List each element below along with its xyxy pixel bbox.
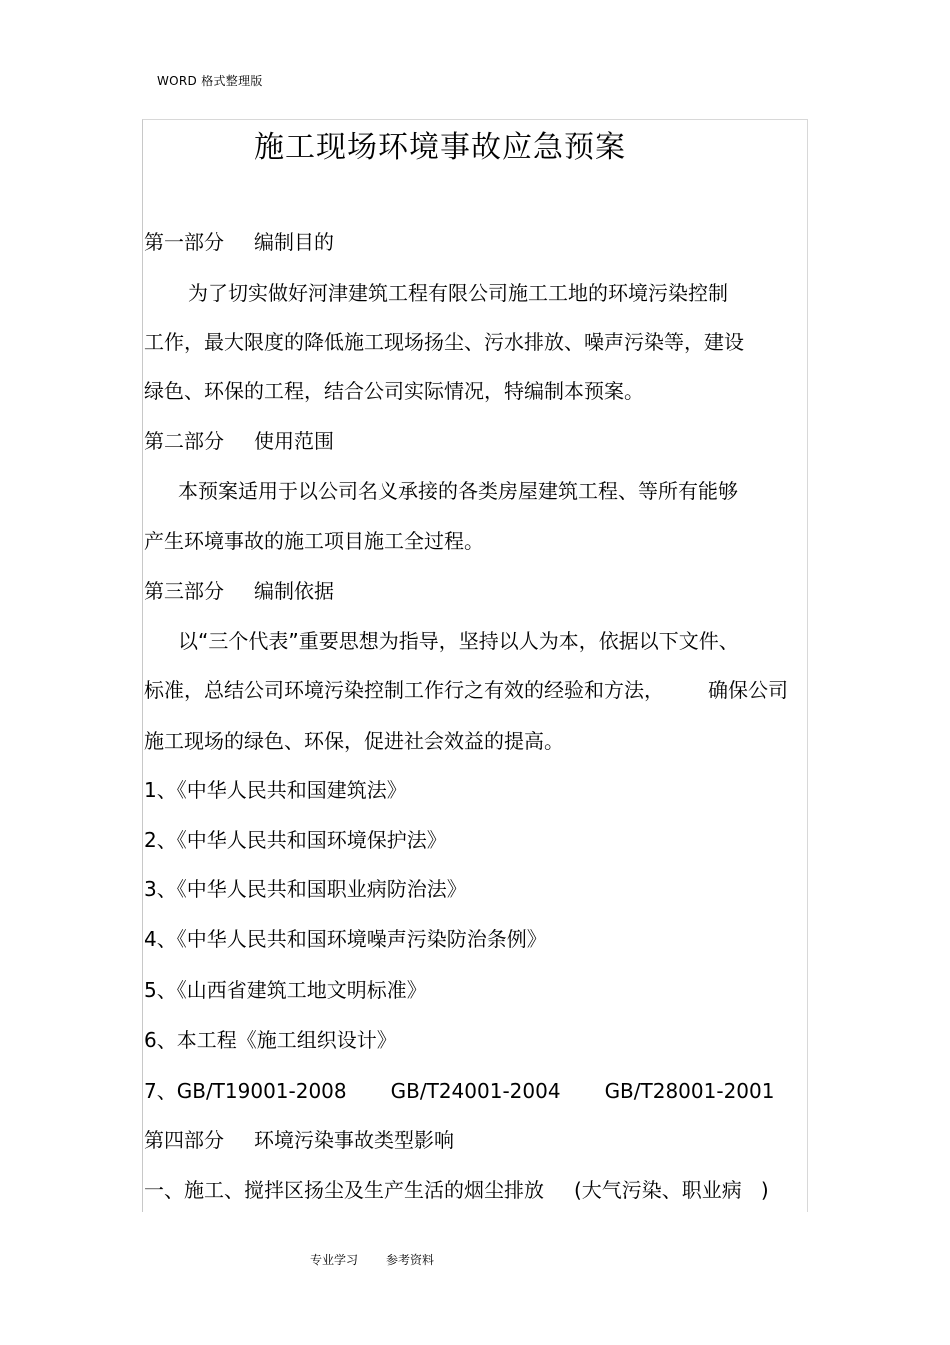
list-item: 6、本工程《施工组织设计》 [144,1028,397,1052]
paragraph-line [144,676,788,704]
section-title: 使用范围 [254,429,334,453]
section-heading-3 [144,577,334,605]
paragraph-line: 本预案适用于以公司名义承接的各类房屋建筑工程、等所有能够 [178,479,738,503]
section-number: 第二部分 [144,429,224,453]
section-heading-2 [144,427,334,455]
standard-code: 7、GB/T19001-2008 [144,1079,347,1103]
subsection-heading [144,1176,769,1204]
paragraph-line: 为了切实做好河津建筑工程有限公司施工工地的环境污染控制 [188,281,728,305]
list-item: 2、《中华人民共和国环境保护法》 [144,828,447,852]
footer-right-label: 参考资料 [386,1253,435,1267]
section-number: 第四部分 [144,1128,224,1152]
standard-code: GB/T28001-2001 [604,1079,775,1103]
page-footer [310,1251,434,1268]
paragraph-line: 绿色、环保的工程，结合公司实际情况，特编制本预案。 [144,379,644,403]
footer-left-label: 专业学习 [310,1253,359,1267]
section-heading-4 [144,1126,454,1154]
list-item: 1、《中华人民共和国建筑法》 [144,778,407,802]
section-heading-1 [144,228,334,256]
section-title: 编制依据 [254,579,334,603]
list-item: 5、《山西省建筑工地文明标准》 [144,978,427,1002]
paragraph-line: 产生环境事故的施工项目施工全过程。 [144,529,484,553]
section-title: 编制目的 [254,230,334,254]
paragraph-line: 以“三个代表”重要思想为指导，坚持以人为本，依据以下文件、 [178,629,739,653]
list-item: 3、《中华人民共和国职业病防治法》 [144,877,467,901]
section-number: 第一部分 [144,230,224,254]
paragraph-text: 标准，总结公司环境污染控制工作行之有效的经验和方法， [144,678,664,702]
standard-code: GB/T24001-2004 [390,1079,561,1103]
section-number: 第三部分 [144,579,224,603]
list-item: 4、《中华人民共和国环境噪声污染防治条例》 [144,927,547,951]
subsection-note: (大气污染、职业病 ) [574,1178,769,1202]
subsection-text: 一、施工、搅拌区扬尘及生产生活的烟尘排放 [144,1178,544,1202]
section-title: 环境污染事故类型影响 [254,1128,454,1152]
paragraph-line: 施工现场的绿色、环保，促进社会效益的提高。 [144,729,564,753]
paragraph-text: 确保公司 [708,678,788,702]
list-item [144,1077,774,1105]
paragraph-line: 工作，最大限度的降低施工现场扬尘、污水排放、噪声污染等，建设 [144,330,744,354]
document-header-label: WORD 格式整理版 [157,74,263,88]
document-title: 施工现场环境事故应急预案 [254,130,626,165]
